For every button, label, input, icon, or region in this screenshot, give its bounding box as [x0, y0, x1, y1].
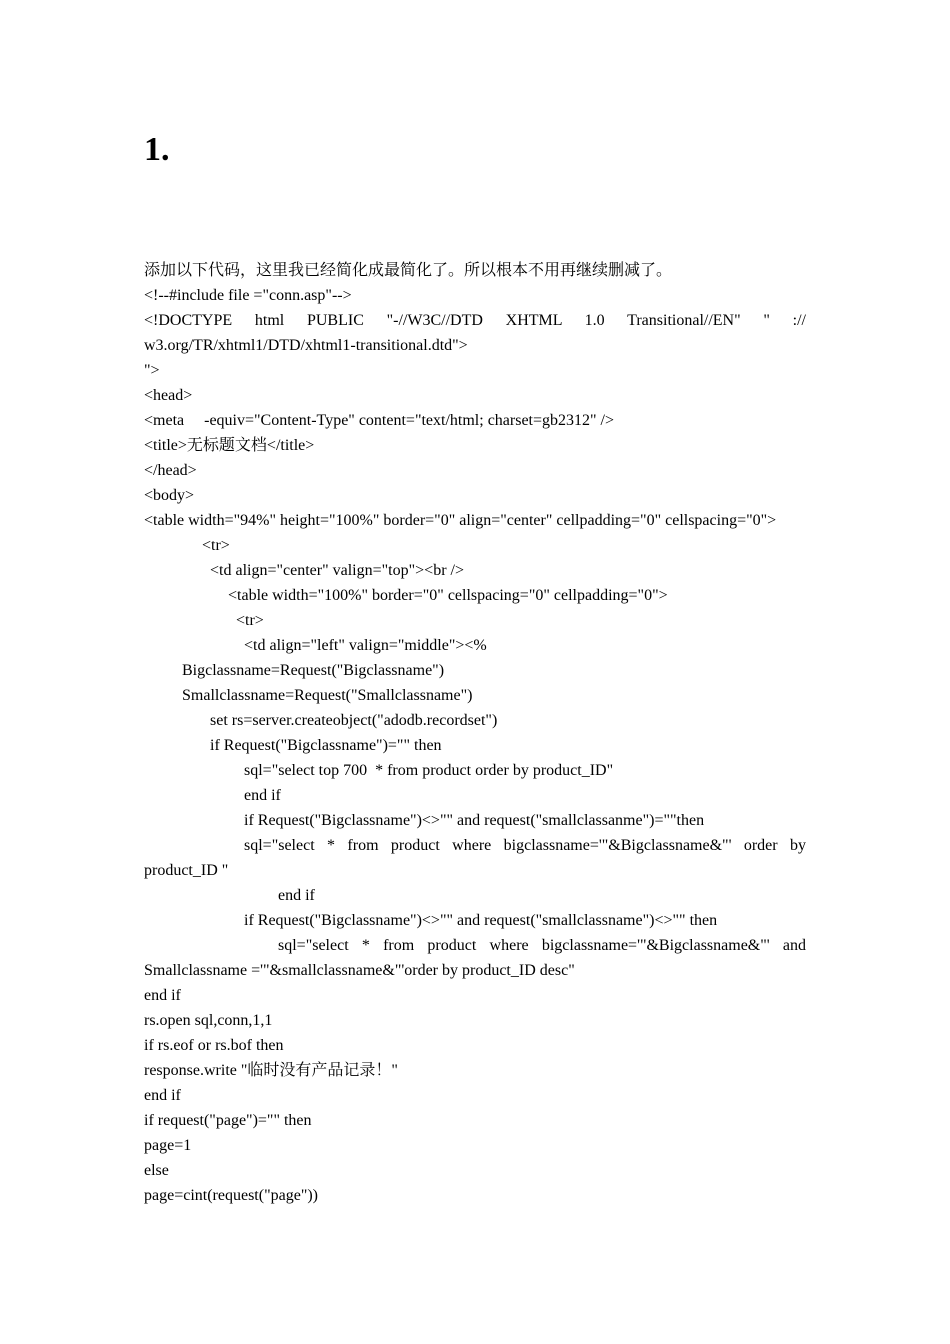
code-line: page=cint(request("page"))	[144, 1187, 318, 1204]
code-line: end if	[244, 787, 281, 804]
code-line: w3.org/TR/xhtml1/DTD/xhtml1-transitional.dtd">	[144, 337, 468, 354]
code-line: <table width="94%" height="100%" border="0" align="center" cellpadding="0" cellspacing="0">	[144, 512, 777, 529]
code-line: rs.open sql,conn,1,1	[144, 1012, 273, 1029]
code-line: product_ID "	[144, 862, 229, 879]
code-line: <td align="center" valign="top"><br />	[210, 562, 464, 579]
code-line: if rs.eof or rs.bof then	[144, 1037, 284, 1054]
section-heading: 1.	[144, 131, 170, 168]
code-line: end if	[278, 887, 315, 904]
code-line: if Request("Bigclassname")<>"" and request("smallclassanme")=""then	[244, 812, 705, 829]
code-line: <title>无标题文档</title>	[144, 437, 315, 454]
code-line: <td align="left" valign="middle"><%	[244, 637, 487, 654]
code-line: response.write "临时没有产品记录！"	[144, 1062, 398, 1079]
code-body	[144, 258, 806, 1208]
code-line: end if	[144, 987, 181, 1004]
code-line: set rs=server.createobject("adodb.recordset")	[210, 712, 498, 729]
code-line: <table width="100%" border="0" cellspacing="0" cellpadding="0">	[228, 587, 668, 604]
code-line: page=1	[144, 1137, 192, 1154]
code-line: Bigclassname=Request("Bigclassname")	[182, 662, 445, 679]
code-line: sql="select * from product where bigclassname='"&Bigclassname&"' and	[278, 937, 806, 954]
code-line: <meta -equiv="Content-Type" content="text/html; charset=gb2312" />	[144, 412, 615, 429]
code-line: sql="select top 700 * from product order by product_ID"	[244, 762, 614, 779]
code-line: <!--#include file ="conn.asp"-->	[144, 287, 352, 304]
code-line: if request("page")="" then	[144, 1112, 312, 1129]
code-line: Smallclassname ='"&smallclassname&"'order by product_ID desc"	[144, 962, 575, 979]
code-line: if Request("Bigclassname")<>"" and request("smallclassname")<>"" then	[244, 912, 718, 929]
code-line: <tr>	[236, 612, 264, 629]
code-line: <head>	[144, 387, 193, 404]
code-line: sql="select * from product where bigclassname='"&Bigclassname&"' order by	[244, 837, 806, 854]
intro-text: 添加以下代码，这里我已经简化成最简化了。所以根本不用再继续删减了。	[144, 262, 673, 279]
code-line: <body>	[144, 487, 195, 504]
code-line: end if	[144, 1087, 181, 1104]
code-line: <tr>	[202, 537, 230, 554]
code-line: else	[144, 1162, 169, 1179]
code-line: Smallclassname=Request("Smallclassname")	[182, 687, 473, 704]
code-line: if Request("Bigclassname")="" then	[210, 737, 442, 754]
code-line: </head>	[144, 462, 197, 479]
code-line: ">	[144, 362, 160, 379]
code-line: <!DOCTYPE html PUBLIC "-//W3C//DTD XHTML 1.0 Transitional//EN" " ://	[144, 312, 806, 329]
